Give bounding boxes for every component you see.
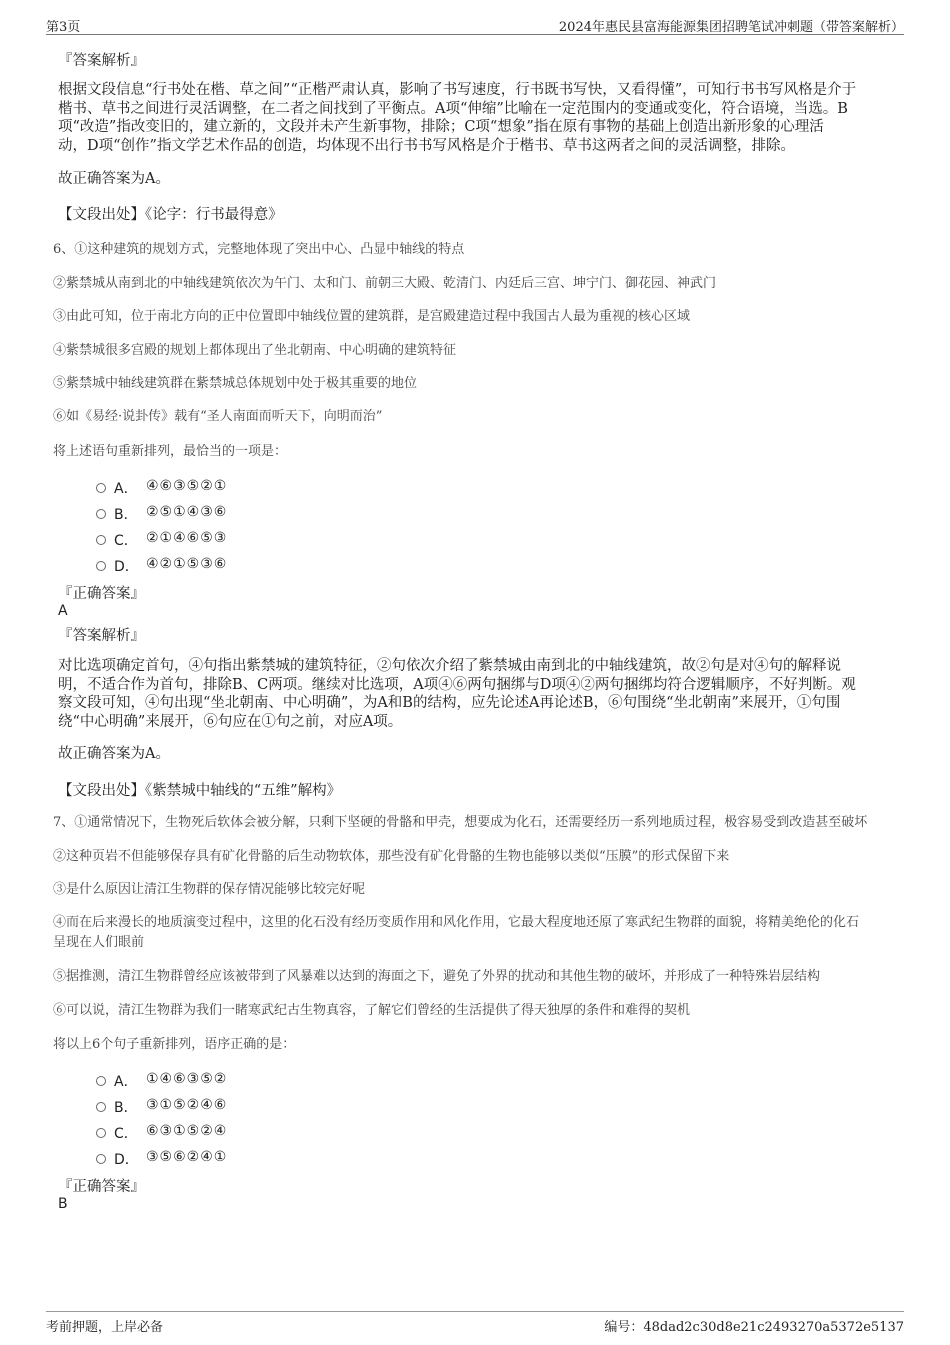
q5-analysis [58,81,896,155]
page-header [46,14,904,35]
q6-sentence: 6、①这种建筑的规划方式，完整地体现了突出中心、凸显中轴线的特点 [53,242,465,257]
q5-analysis-line: 项“改造”指改变旧的，建立新的，文段并未产生新事物，排除；C项“想象”指在原有事物的基础上创造出新形象的心理活 [58,119,824,135]
footer-slogan: 考前押题，上岸必备 [46,1320,164,1335]
q7-sentence: ⑥可以说，清江生物群为我们一睹寒武纪古生物真容，了解它们曾经的生活提供了得天独厚的条件和难得的契机 [53,1003,691,1018]
q7-answer-label: 『正确答案』 [58,1179,145,1195]
q6-prompt: 将上述语句重新排列，最恰当的一项是： [53,444,288,459]
radio-icon[interactable] [96,1154,106,1164]
q5-analysis-line: 楷书、草书之间进行灵活调整，在二者之间找到了平衡点。A项“伸缩”比喻在一定范围内的变通或变化，符合语境，当选。B [58,100,848,117]
radio-icon[interactable] [96,509,106,519]
q5-analysis-line: 根据文段信息“行书处在楷、草之间”“正楷严肃认真，影响了书写速度，行书既书写快，又看得懂”，可知行书书写风格是介于 [58,82,857,98]
q6-answer-label: 『正确答案』 [58,586,145,602]
q6-analysis-line: 对比选项确定首句，④句指出紫禁城的建筑特征，②句依次介绍了紫禁城由南到北的中轴线建筑，故②句是对④句的解释说 [58,658,841,674]
radio-icon[interactable] [96,1128,106,1138]
q5-analysis-line: 动，D项“创作”指文学艺术作品的创造，均体现不出行书书写风格是介于楷书、草书这两者之间的灵活调整，排除。 [58,137,795,154]
q6-sentence: ②紫禁城从南到北的中轴线建筑依次为午门、太和门、前朝三大殿、乾清门、内廷后三宫、坤宁门、御花园、神武门 [53,276,717,291]
q6-conclusion: 故正确答案为A。 [58,746,170,762]
q6-sentence: ⑥如《易经·说卦传》载有“圣人南面而听天下，向明而治” [53,409,383,424]
q6-sentence: ③由此可知，位于南北方向的正中位置即中轴线位置的建筑群，是宫殿建造过程中我国古人最为重视的核心区域 [53,309,691,324]
q6-analysis-line: 绕“中心明确”来展开，⑥句应在①句之前，对应A项。 [58,713,403,730]
radio-icon[interactable] [96,1102,106,1112]
q7-sentence: ③是什么原因让清江生物群的保存情况能够比较完好呢 [53,882,366,897]
q7-sentence: ⑤据推测，清江生物群曾经应该被带到了风暴难以达到的海面之下，避免了外界的扰动和其他生物的破坏，并形成了一种特殊岩层结构 [53,969,821,984]
q6-sentence: ④紫禁城很多宫殿的规划上都体现出了坐北朝南、中心明确的建筑特征 [53,343,457,358]
q7-sentence: ④而在后来漫长的地质演变过程中，这里的化石没有经历变质作用和风化作用，它最大程度地还原了寒武纪生物群的面貌，将精美绝伦的化石 [53,915,860,930]
q6-source: 【文段出处】《紫禁城中轴线的“五维”解构》 [58,783,342,799]
radio-icon[interactable] [96,1076,106,1086]
q7-sentence: ②这种页岩不但能够保存具有矿化骨骼的后生动物软体，那些没有矿化骨骼的生物也能够以类似“压膜”的形式保留下来 [53,849,730,864]
q5-source: 【文段出处】《论字：行书最得意》 [58,207,283,223]
document-title: 2024年惠民县富海能源集团招聘笔试冲刺题（带答案解析） [558,20,904,35]
q6-sentence: ⑤紫禁城中轴线建筑群在紫禁城总体规划中处于极其重要的地位 [53,376,418,391]
q6-answer: A [58,603,68,619]
page-footer [46,1311,904,1334]
document-id: 编号：48dad2c30d8e21c2493270a5372e5137 [604,1320,904,1335]
radio-icon[interactable] [96,535,106,545]
q6-analysis [58,657,896,731]
q5-analysis-label: 『答案解析』 [58,53,145,69]
q7-sentence: 呈现在人们眼前 [53,935,145,950]
q7-prompt: 将以上6个句子重新排列，语序正确的是： [53,1037,296,1052]
q6-analysis-line: 明，不适合作为首句，排除B、C两项。继续对比选项，A项④⑥两句捆绑与D项④②两句捆绑均符合逻辑顺序，不好判断。观 [58,676,856,693]
page-number: 第3页 [46,20,81,35]
q7-answer: B [58,1196,68,1212]
radio-icon[interactable] [96,483,106,493]
q7-sentence: 7、①通常情况下，生物死后软体会被分解，只剩下坚硬的骨骼和甲壳，想要成为化石，还需要经历一系列地质过程，极容易受到改造甚至破坏 [53,815,868,830]
q6-analysis-label: 『答案解析』 [58,628,145,644]
radio-icon[interactable] [96,561,106,571]
q5-conclusion: 故正确答案为A。 [58,171,170,187]
q6-analysis-line: 察文段可知，④句出现“坐北朝南、中心明确”，为A和B的结构，应先论述A再论述B，⑥句围绕“坐北朝南”来展开，①句围 [58,695,841,711]
